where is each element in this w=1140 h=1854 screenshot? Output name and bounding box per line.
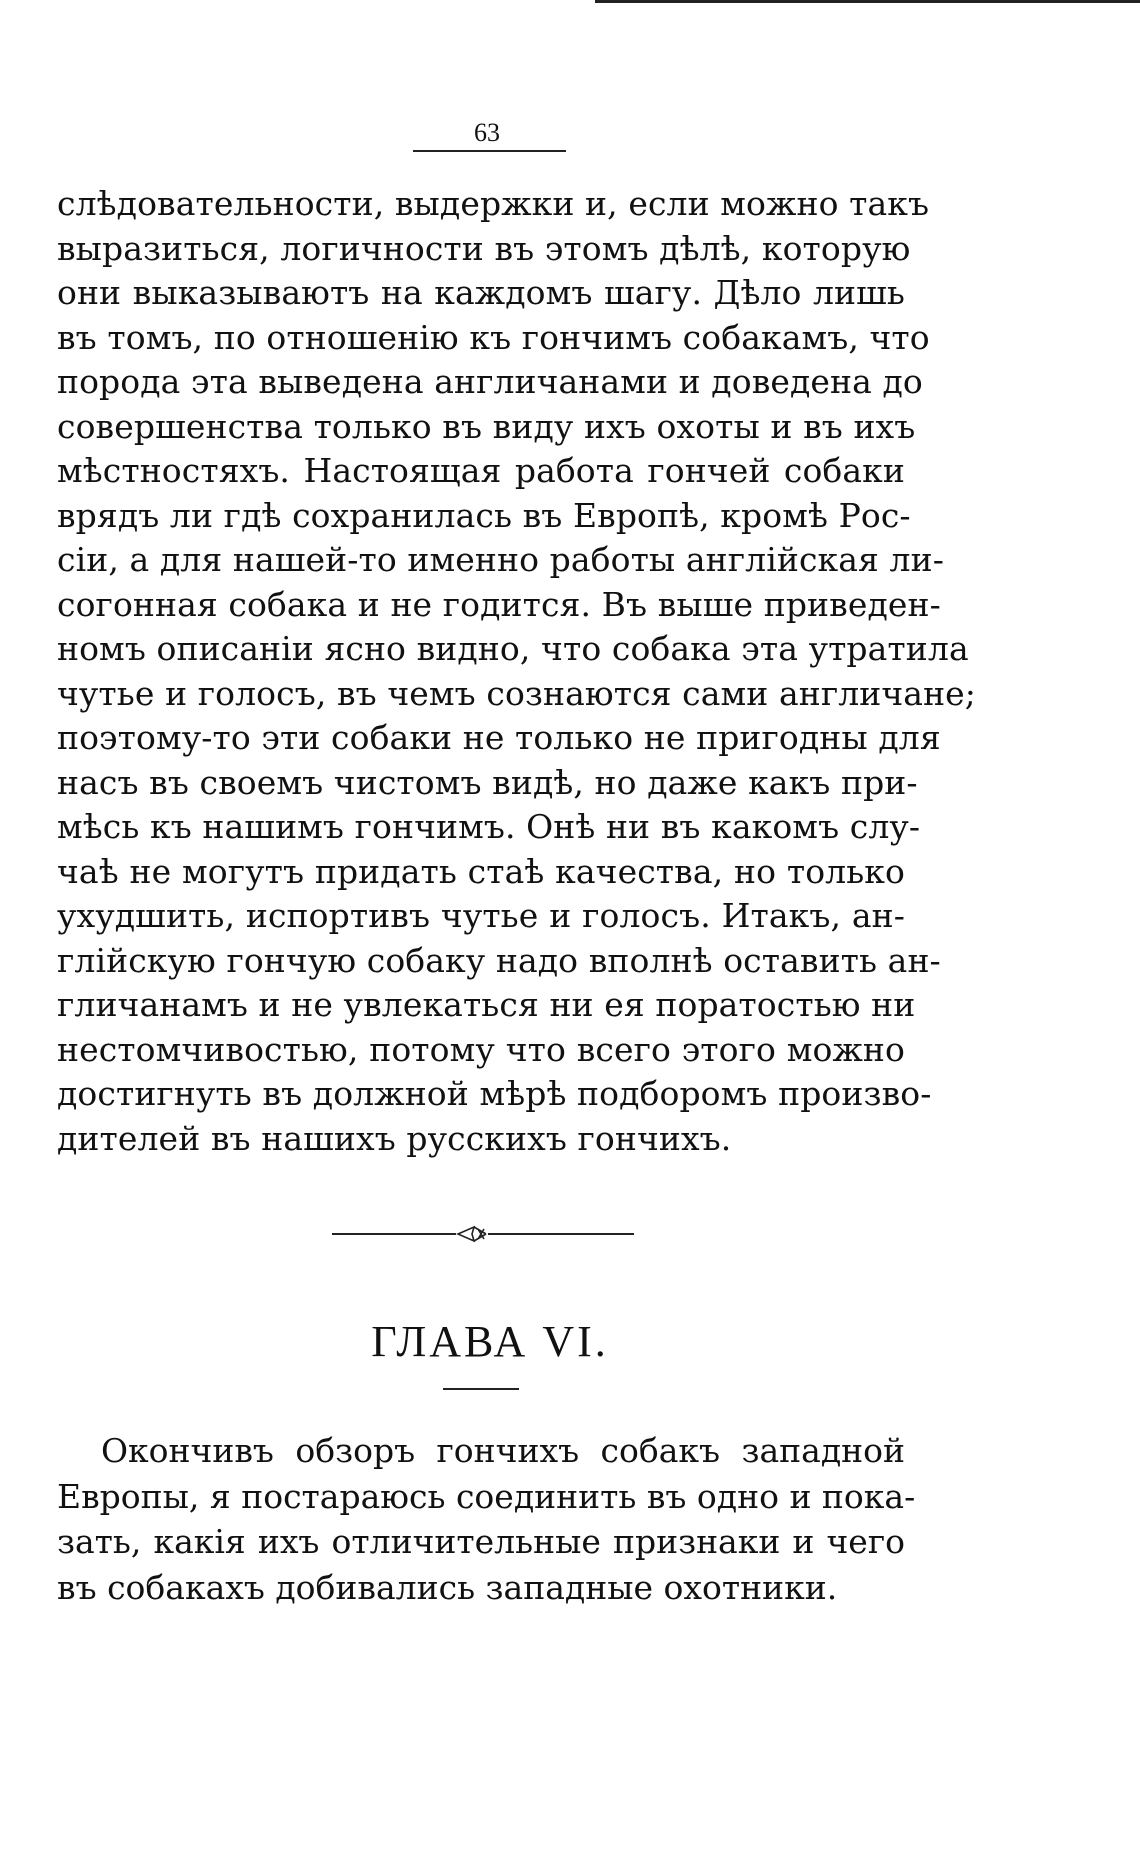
text-line: Окончивъ обзоръ гончихъ собакъ западной [101, 1431, 905, 1470]
chapter-title: ГЛАВА VI. [371, 1317, 609, 1366]
text-line: достигнуть въ должной мѣрѣ подборомъ произво- [57, 1074, 932, 1113]
text-line: въ собакахъ добивались западные охотники. [57, 1567, 838, 1607]
text-line: выразиться, логичности въ этомъ дѣлѣ, которую [57, 228, 911, 268]
text-line: насъ въ своемъ чистомъ видѣ, но даже какъ при- [57, 762, 918, 802]
text-line: глійскую гончую собаку надо вполнѣ оставить ан- [57, 940, 941, 980]
body-paragraph [57, 182, 977, 1161]
text-line: согонная собака и не годится. Въ выше приведен- [57, 584, 941, 624]
text-line: сіи, а для нашей-то именно работы англійская ли- [57, 540, 944, 579]
text-line: дителей въ нашихъ русскихъ гончихъ. [57, 1118, 732, 1158]
text-line: порода эта выведена англичанами и доведена до [57, 362, 923, 401]
divider-ornament-icon [458, 1227, 486, 1241]
text-line: номъ описаніи ясно видно, что собака эта утратила [57, 629, 969, 668]
page-number-rule [413, 150, 566, 152]
top-edge-rule [595, 0, 1140, 3]
text-line: нестомчивостью, потому что всего этого можно [57, 1029, 905, 1069]
section-divider-ornament [332, 1222, 634, 1246]
text-line: зать, какія ихъ отличительные признаки и чего [57, 1522, 905, 1561]
text-line: совершенства только въ виду ихъ охоты и въ ихъ [57, 406, 916, 446]
text-line: чаѣ не могутъ придать стаѣ качества, но только [57, 851, 905, 891]
chapter-paragraph [57, 1428, 916, 1610]
text-line: гличанамъ и не увлекаться ни ея поратостью ни [57, 985, 916, 1024]
page-number: 63 [474, 118, 500, 147]
text-line: мѣсь къ нашимъ гончимъ. Онѣ ни въ какомъ слу- [57, 807, 921, 846]
text-line: они выказываютъ на каждомъ шагу. Дѣло лишь [57, 273, 905, 312]
text-line: въ томъ, по отношенію къ гончимъ собакамъ, что [57, 317, 930, 357]
text-line: ухудшить, испортивъ чутье и голосъ. Итакъ, ан- [57, 896, 905, 935]
text-line: слѣдовательности, выдержки и, если можно такъ [57, 184, 930, 223]
text-line: врядъ ли гдѣ сохранилась въ Европѣ, кромѣ Рос- [57, 495, 911, 535]
text-line: Европы, я постараюсь соединить въ одно и пока- [57, 1476, 916, 1516]
text-line: чутье и голосъ, въ чемъ сознаются сами англичане; [57, 673, 977, 713]
text-line: мѣстностяхъ. Настоящая работа гончей собаки [57, 451, 905, 490]
chapter-title-rule [443, 1388, 519, 1390]
text-line: поэтому-то эти собаки не только не пригодны для [57, 718, 941, 757]
